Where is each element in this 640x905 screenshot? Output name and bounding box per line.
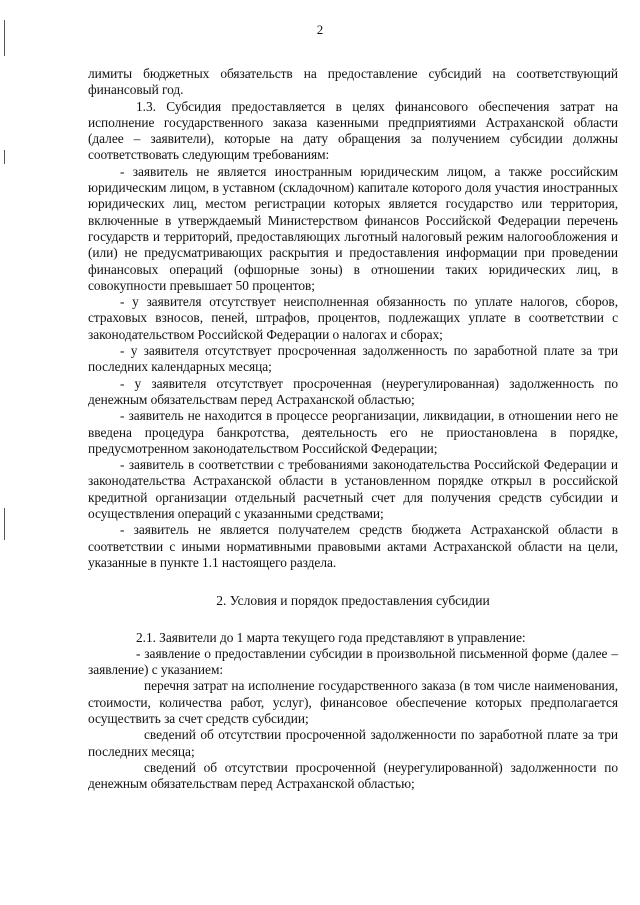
requirement-item: - у заявителя отсутствует неисполненная обязанность по уплате налогов, сборов, страховых взносов, пеней, штрафов, процентов, подлежащих уплате в соответствии с законодательством Российской Федерации о налогах и сборах; [88, 294, 618, 342]
document-subitem: сведений об отсутствии просроченной (неурегулированной) задолженности по денежным обязательствам перед Астраханской областью; [88, 759, 618, 792]
document-subitem: перечня затрат на исполнение государственного заказа (в том числе наименования, стоимости, количества работ, услуг), финансовое обеспечение которых предполагается осуществить за счет средств субсидии; [88, 678, 618, 726]
scan-edge-mark [4, 150, 5, 164]
document-item: - заявление о предоставлении субсидии в произвольной письменной форме (далее – заявление) с указанием: [88, 645, 618, 678]
section-body [88, 630, 618, 793]
paragraph: лимиты бюджетных обязательств на предоставление субсидий на соответствующий финансовый год. [88, 66, 618, 98]
requirement-item: - заявитель не находится в процессе реорганизации, ликвидации, в отношении него не введена процедура банкротства, деятельность его не приостановлена в порядке, предусмотренном законодательством Российской Федерации; [88, 408, 618, 456]
paragraph: 1.3. Субсидия предоставляется в целях финансового обеспечения затрат на исполнение государственного заказа казенными предприятиями Астраханской области (далее – заявители), которые на дату обращения за получением субсидии должны соответствовать следующим требованиям: [88, 98, 618, 163]
page-number: 2 [316, 22, 324, 37]
paragraph: 2.1. Заявители до 1 марта текущего года представляют в управление: [136, 629, 526, 645]
requirement-item: - заявитель не является иностранным юридическим лицом, а также российским юридическим лицом, в уставном (складочном) капитале которого доля участия иностранных юридических лиц, местом регистрации которых является государство или территория, включенные в утверждаемый Министерством финансов Российской Федерации перечень государств и территорий, предоставляющих льготный налоговый режим налогообложения и (или) не предусматривающих раскрытия и предоставления информации при проведении финансовых операций (офшорные зоны) в отношении таких юридических лиц, в совокупности превышает 50 процентов; [88, 163, 618, 293]
document-subitem: сведений об отсутствии просроченной задолженности по заработной плате за три последних месяца; [88, 727, 618, 759]
requirement-item: - заявитель в соответствии с требованиями законодательства Российской Федерации и законодательства Астраханской области в установленном порядке открыл в российской кредитной организации отдельный расчетный счет для получения средств субсидии и осуществления операций с указанными средствами; [88, 457, 618, 522]
section-heading: 2. Условия и порядок предоставления субсидии [216, 593, 490, 609]
requirement-item: - у заявителя отсутствует просроченная (неурегулированная) задолженность по денежным обязательствам перед Астраханской областью; [88, 375, 618, 407]
requirement-item: - заявитель не является получателем средств бюджета Астраханской области в соответствии с иными нормативными правовыми актами Астраханской области на цели, указанные в пункте 1.1 настоящего раздела. [88, 522, 618, 570]
document-body [88, 66, 618, 792]
requirement-item: - у заявителя отсутствует просроченная задолженность по заработной плате за три последних календарных месяца; [88, 343, 618, 375]
scan-edge-mark [4, 508, 5, 540]
